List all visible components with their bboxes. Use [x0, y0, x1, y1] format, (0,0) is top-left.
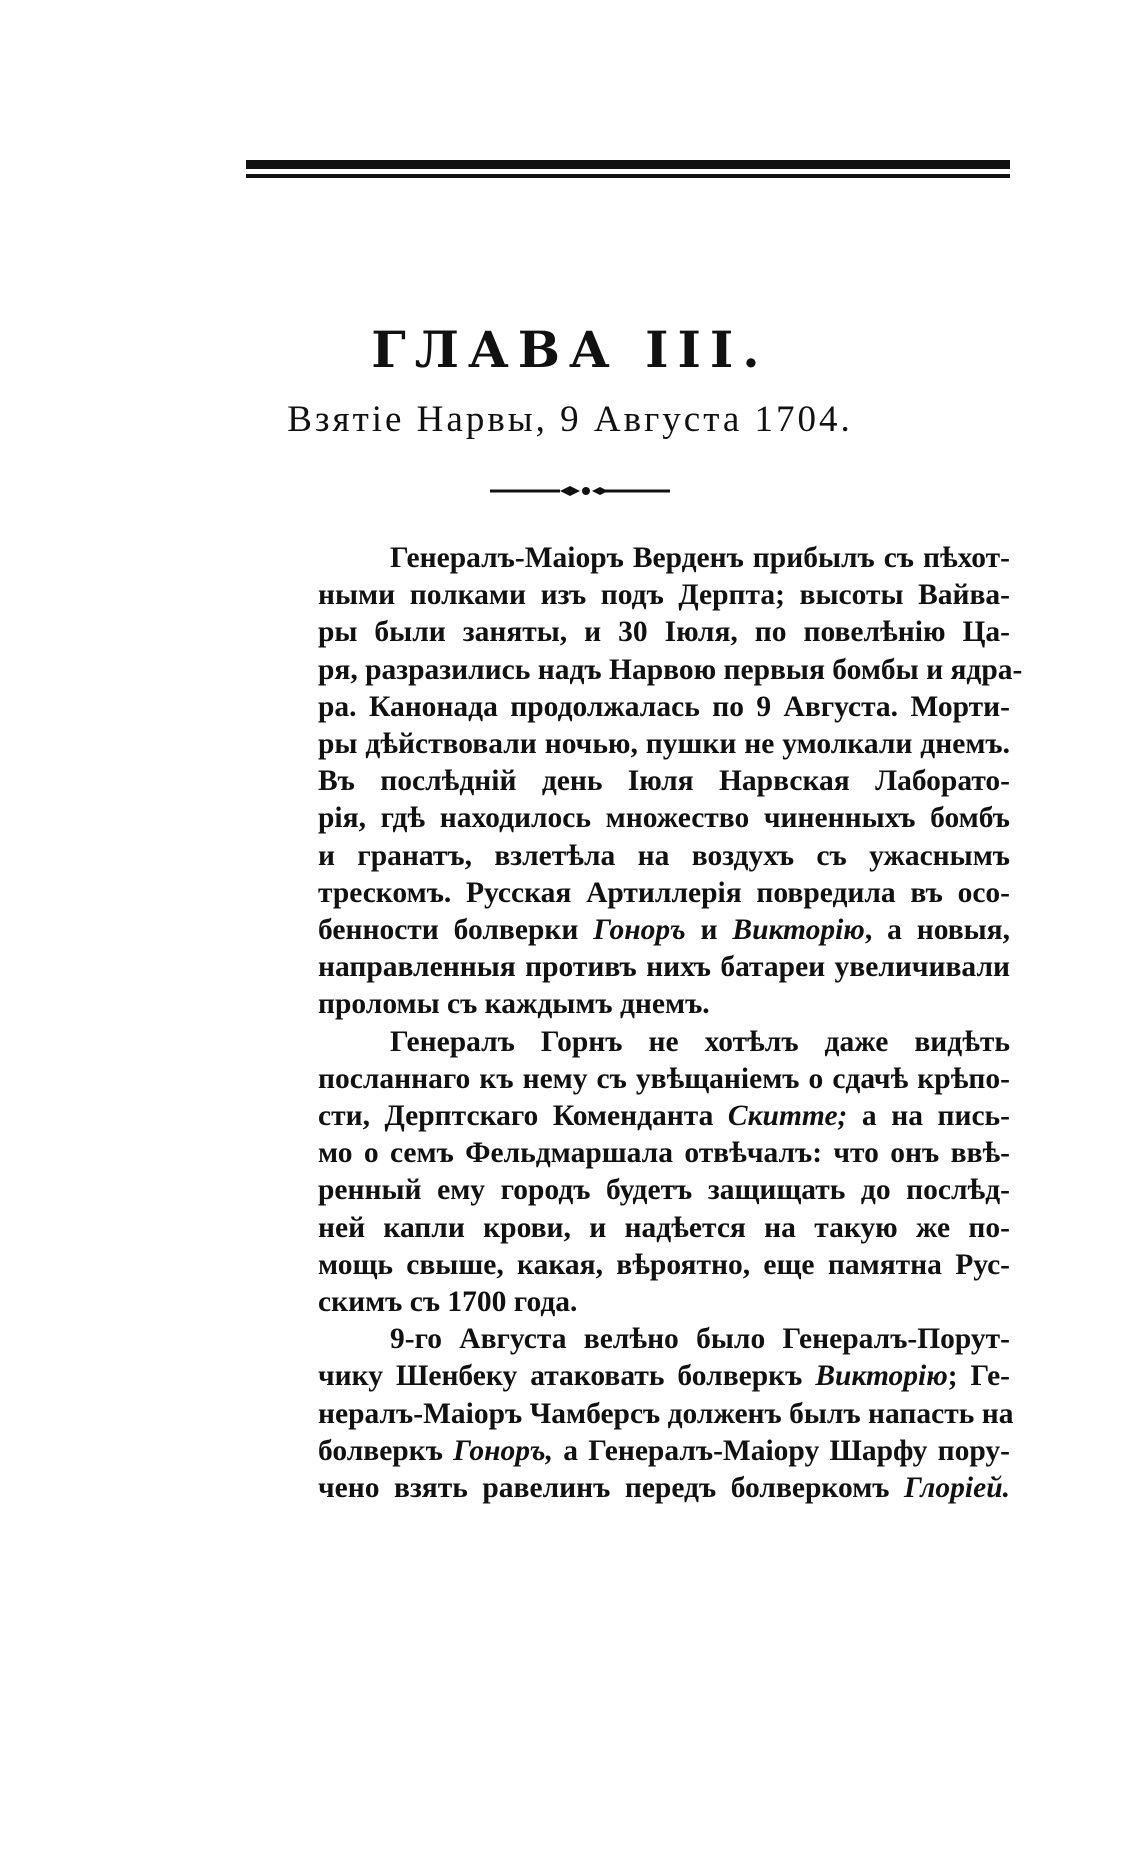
text-line: скимъ съ 1700 года. — [318, 1286, 578, 1319]
text-line — [246, 1358, 1010, 1395]
text-line: ра. Канонада продолжалась по 9 Августа. Морти- — [318, 690, 1010, 723]
text-line: ры дѣйствовали ночью, пушки не умолкали днемъ. — [318, 728, 1010, 761]
bastion-name-honor: Гоноръ — [593, 914, 686, 947]
text-run: болверкъ — [318, 1434, 454, 1467]
text-line: проломы съ каждымъ днемъ. — [318, 988, 710, 1021]
bastion-name-gloria: Глорiей. — [904, 1472, 1010, 1505]
text-line: 9-го Августа велѣно было Генералъ-Порут- — [390, 1323, 1010, 1356]
text-run: сти, Дерптскаго Коменданта — [318, 1100, 728, 1133]
text-line — [246, 912, 1010, 949]
paragraph-2 — [246, 1024, 1010, 1322]
text-line: направленныя противъ нихъ батареи увеличивали — [318, 951, 1010, 984]
text-line: трескомъ. Русская Артиллерiя повредила въ осо- — [318, 876, 1010, 909]
text-line: Въ послѣднiй день Iюля Нарвская Лаборато- — [318, 765, 1010, 798]
text-line — [246, 1098, 1010, 1135]
text-line: посланнаго къ нему съ увѣщанiемъ о сдачѣ крѣпо- — [318, 1062, 1010, 1095]
header-double-rule — [246, 160, 1010, 182]
text-line: ными полками изъ подъ Дерпта; высоты Вайва- — [318, 579, 1010, 612]
text-line — [246, 1433, 1010, 1470]
thick-rule — [246, 160, 1010, 169]
text-line: ря, разразились надъ Нарвою первыя бомбы и ядра- — [318, 653, 1023, 686]
body-text — [246, 540, 1023, 1507]
text-line: Генералъ Горнъ не хотѣлъ даже видѣть — [390, 1025, 1010, 1058]
text-line: мо о семъ Фельдмаршала отвѣчалъ: что онъ ввѣ- — [318, 1137, 1010, 1170]
bastion-name-honor: Гоноръ, — [453, 1434, 553, 1467]
text-line: нералъ-Маiоръ Чамберсъ долженъ былъ напасть на — [318, 1397, 1014, 1430]
paragraph-1 — [246, 540, 1023, 1024]
text-run: чику Шенбеку атаковать болверкъ — [318, 1360, 816, 1393]
bastion-name-victoria: Викторiю — [815, 1360, 948, 1393]
text-run: бенности болверки — [318, 914, 594, 947]
text-line: Генералъ-Маiоръ Верденъ прибылъ съ пѣхот- — [390, 542, 1010, 574]
thin-rule — [246, 174, 1010, 178]
text-run: , а новыя, — [864, 914, 1011, 947]
text-run: и — [685, 914, 733, 947]
paragraph-3 — [246, 1321, 1014, 1507]
text-line: рiя, гдѣ находилось множество чиненныхъ бомбъ — [318, 802, 1010, 835]
text-run: а Генералъ-Маiору Шарфу пору- — [552, 1434, 1010, 1467]
text-line: ры были заняты, и 30 Iюля, по повелѣнiю Ца- — [318, 616, 1010, 649]
ornament-divider-icon — [490, 483, 670, 499]
chapter-subtitle: Взятiе Нарвы, 9 Августа 1704. — [287, 399, 853, 440]
text-line: ней капли крови, и надѣется на такую же по- — [318, 1211, 1010, 1244]
text-line: мощь свыше, какая, вѣроятно, еще памятна Рус- — [318, 1248, 1010, 1281]
text-line: ренный ему городъ будетъ защищать до послѣд- — [318, 1174, 1010, 1207]
text-run: ; Ге- — [947, 1360, 1011, 1393]
text-line: и гранатъ, взлетѣла на воздухъ съ ужаснымъ — [318, 839, 1010, 872]
text-line — [246, 1470, 1010, 1507]
commandant-name: Скитте; — [727, 1100, 848, 1133]
bastion-name-victoria: Викторiю — [732, 914, 865, 947]
text-run: чено взять равелинъ передъ болверкомъ — [318, 1472, 905, 1505]
chapter-title: ГЛАВА III. — [371, 320, 769, 379]
text-run: а на пись- — [847, 1100, 1010, 1133]
